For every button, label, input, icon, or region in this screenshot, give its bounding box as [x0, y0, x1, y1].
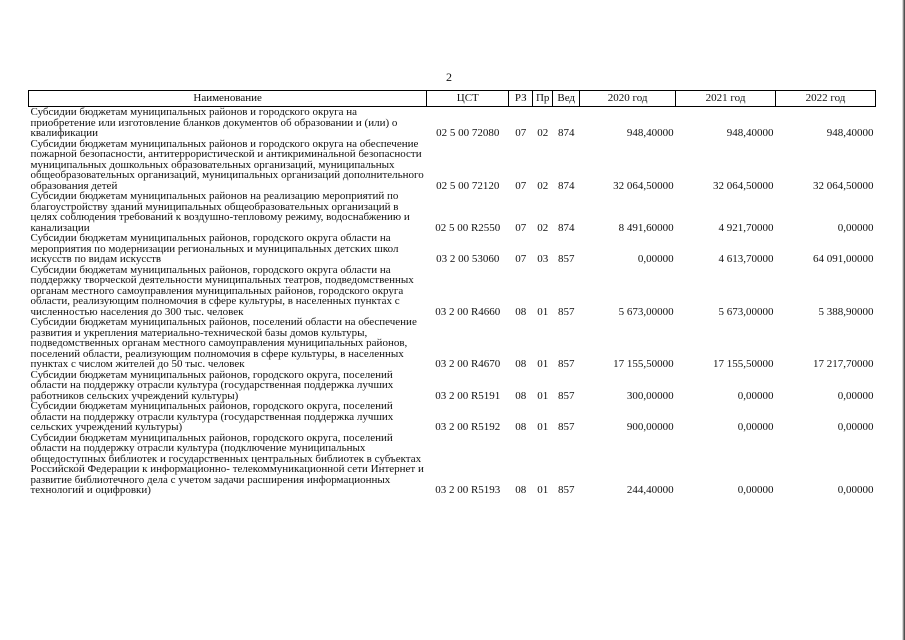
row-2020: 300,00000 — [626, 389, 674, 402]
row-cst: 03 2 00 R4670 — [435, 358, 501, 370]
row-pr: 02 — [537, 221, 549, 234]
row-pr: 01 — [537, 389, 549, 402]
page-number: 2 — [446, 70, 452, 84]
row-2022: 17 217,70000 — [813, 358, 874, 370]
header-2022: 2022 год — [776, 91, 876, 107]
row-pr: 01 — [537, 305, 549, 318]
header-name: Наименование — [29, 91, 427, 107]
row-2020: 948,40000 — [626, 127, 674, 139]
row-2021: 0,00000 — [737, 389, 774, 402]
row-2021: 948,40000 — [726, 127, 774, 139]
row-pr: 01 — [537, 421, 549, 433]
row-2022: 948,40000 — [826, 127, 874, 139]
row-2022: 5 388,90000 — [818, 305, 874, 318]
row-2021: 5 673,00000 — [718, 305, 774, 318]
header-pr: Пр — [533, 91, 553, 107]
row-2022: 32 064,50000 — [813, 179, 874, 192]
row-2022: 0,00000 — [837, 484, 874, 496]
row-rz: 08 — [515, 305, 527, 318]
row-name: Субсидии бюджетам муниципальных районов, городского округа, поселений области на поддержку отрасли культура (подключение муниципальных общедоступных библиотек и государственных центральных библиотек в субъектах Российской Федерации к информационно- телекоммуникационной сети Интернет и развитие библиотечного дела с учетом задачи расширения информационных технологий и оцифровки) — [30, 431, 424, 496]
row-rz: 07 — [515, 253, 527, 265]
row-rz: 08 — [515, 358, 527, 370]
row-ved: 857 — [557, 253, 575, 265]
table-row — [29, 401, 876, 433]
row-name: Субсидии бюджетам муниципальных районов, поселений области на обеспечение развития и укрепления материально-технической базы домов культуры, подведомственных органам местного самоуправления муниципальных районов, поселений области, реализующим полномочия в сфере культуры, в населенных пунктах с числом жителей до 50 тыс. человек — [30, 316, 417, 370]
table-row — [29, 139, 876, 192]
row-ved: 874 — [557, 179, 575, 192]
header-rz: РЗ — [509, 91, 533, 107]
table-row — [29, 107, 876, 139]
row-2020: 900,00000 — [626, 421, 674, 433]
budget-table — [28, 90, 876, 496]
table-row — [29, 191, 876, 233]
row-2021: 4 921,70000 — [718, 221, 774, 234]
row-2022: 64 091,00000 — [813, 253, 874, 265]
table-row — [29, 370, 876, 402]
row-2020: 17 155,50000 — [613, 358, 674, 370]
row-2021: 0,00000 — [737, 484, 774, 496]
table-row — [29, 265, 876, 318]
row-rz: 08 — [515, 389, 527, 402]
row-ved: 874 — [557, 127, 575, 139]
row-2022: 0,00000 — [837, 389, 874, 402]
row-ved: 857 — [557, 421, 575, 433]
header-2020: 2020 год — [580, 91, 676, 107]
row-rz: 07 — [515, 221, 527, 234]
row-2020: 244,40000 — [626, 484, 674, 496]
row-rz: 07 — [515, 127, 527, 139]
row-2021: 0,00000 — [737, 421, 774, 433]
row-2021: 17 155,50000 — [713, 358, 774, 370]
row-name: Субсидии бюджетам муниципальных районов на реализацию мероприятий по благоустройству зданий муниципальных общеобразовательных организаций в целях соблюдения требований к воздушно-тепловому режиму, водоснабжению и канализации — [30, 190, 410, 234]
header-ved: Вед — [553, 91, 580, 107]
row-cst: 02 5 00 R2550 — [435, 221, 501, 234]
row-2020: 8 491,60000 — [618, 221, 674, 234]
row-2020: 0,00000 — [637, 253, 674, 265]
row-ved: 857 — [557, 484, 575, 496]
row-rz: 07 — [515, 179, 527, 192]
row-name: Субсидии бюджетам муниципальных районов, городского округа области на поддержку творческой деятельности муниципальных театров, подведомственных органам местного самоуправления муниципальных районов, городского округа области, реализующим полномочия в сфере культуры, в населенных пунктах с численностью населения до 300 тыс. человек — [30, 263, 414, 318]
row-cst: 03 2 00 53060 — [436, 253, 500, 265]
row-ved: 857 — [557, 358, 575, 370]
row-cst: 03 2 00 R4660 — [435, 305, 501, 318]
row-cst: 02 5 00 72120 — [436, 179, 500, 192]
row-pr: 03 — [537, 253, 549, 265]
row-ved: 857 — [557, 389, 575, 402]
row-pr: 02 — [537, 127, 549, 139]
table-header — [29, 91, 876, 107]
row-2021: 4 613,70000 — [718, 253, 774, 265]
row-cst: 03 2 00 R5192 — [435, 421, 501, 433]
row-name: Субсидии бюджетам муниципальных районов и городского округа на приобретение или изготовление бланков документов об образовании и (или) о квалификации — [30, 106, 398, 139]
row-2022: 0,00000 — [837, 421, 874, 433]
row-ved: 857 — [557, 305, 575, 318]
row-name: Субсидии бюджетам муниципальных районов, городского округа, поселений области на поддержку отрасли культура (государственная поддержка лучших работников сельских учреждений культуры) — [30, 368, 394, 402]
row-pr: 01 — [537, 358, 549, 370]
row-ved: 874 — [557, 221, 575, 234]
row-pr: 02 — [537, 179, 549, 192]
table-row — [29, 433, 876, 496]
row-rz: 08 — [515, 421, 527, 433]
table-row — [29, 233, 876, 265]
table-row — [29, 317, 876, 370]
row-name: Субсидии бюджетам муниципальных районов и городского округа на обеспечение пожарной безопасности, антитеррористической и антикриминальной безопасности муниципальных дошкольных образовательных организаций, муниципальных общеобразовательных организаций, муниципальных организаций дополнительного образования детей — [30, 137, 424, 192]
row-2020: 5 673,00000 — [618, 305, 674, 318]
header-2021: 2021 год — [676, 91, 776, 107]
row-name: Субсидии бюджетам муниципальных районов, городского округа, поселений области на поддержку отрасли культура (государственная поддержка лучших сельских учреждений культуры) — [30, 400, 394, 433]
header-cst: ЦСТ — [427, 91, 509, 107]
row-pr: 01 — [537, 484, 549, 496]
row-cst: 03 2 00 R5191 — [435, 389, 501, 402]
row-cst: 02 5 00 72080 — [436, 127, 500, 139]
row-2021: 32 064,50000 — [713, 179, 774, 192]
row-cst: 03 2 00 R5193 — [435, 484, 501, 496]
row-name: Субсидии бюджетам муниципальных районов, городского округа области на мероприятия по модернизации региональных и муниципальных детских школ искусств по видам искусств — [30, 232, 399, 265]
row-rz: 08 — [515, 484, 527, 496]
row-2022: 0,00000 — [837, 221, 874, 234]
row-2020: 32 064,50000 — [613, 179, 674, 192]
